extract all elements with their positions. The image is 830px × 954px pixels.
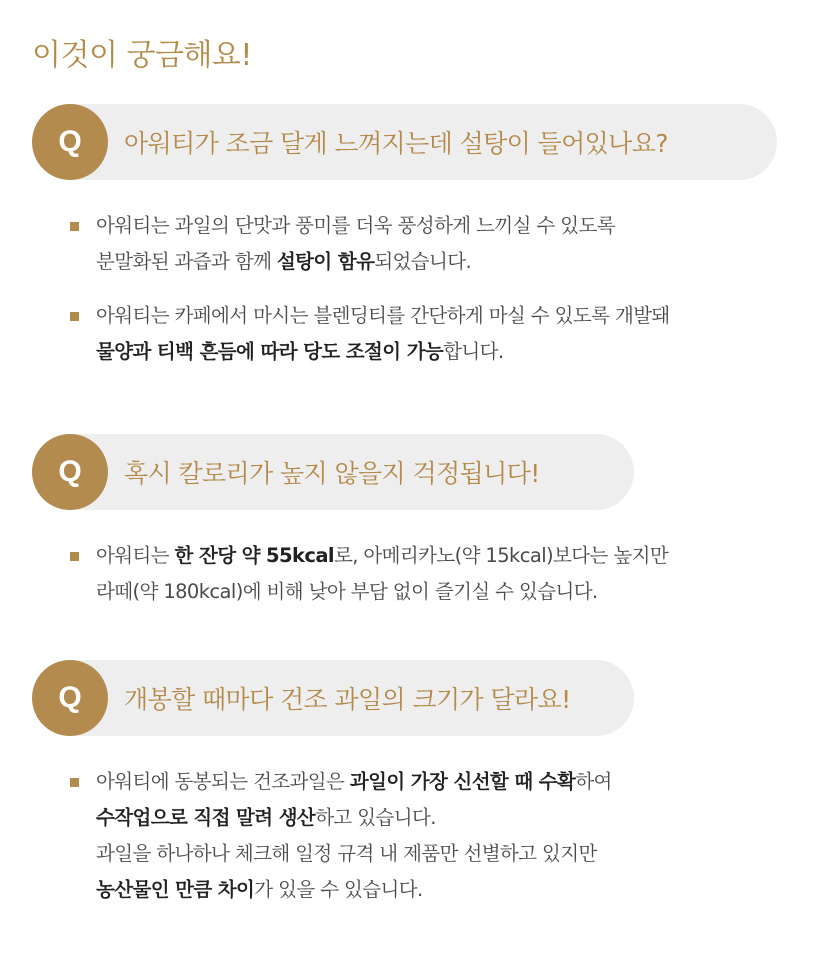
answer-text: 아워티는 카페에서 마시는 블렌딩티를 간단하게 마실 수 있도록 개발돼 xyxy=(96,304,670,327)
answer-line xyxy=(96,538,792,574)
question-bar xyxy=(32,434,634,510)
answer-text: 아워티는 xyxy=(96,544,175,567)
answer-line xyxy=(96,764,792,800)
faq-item xyxy=(32,104,792,388)
q-badge-icon: Q xyxy=(32,660,108,736)
q-badge-icon: Q xyxy=(32,434,108,510)
answer-text: 로, 아메리카노(약 15kcal)보다는 높지만 xyxy=(333,544,669,567)
answer-text: 하고 있습니다. xyxy=(315,806,436,829)
emphasis-text: 설탕이 함유 xyxy=(276,250,375,273)
answer-text: 분말화된 과즙과 함께 xyxy=(96,250,277,273)
answer-line xyxy=(96,872,792,908)
faq-item xyxy=(32,434,792,628)
emphasis-text: 농산물인 만큼 차이 xyxy=(96,878,255,901)
answer-item xyxy=(66,298,792,370)
page-title: 이것이 궁금해요! xyxy=(32,38,252,73)
answer-list xyxy=(32,208,792,370)
answer-text: 되었습니다. xyxy=(374,250,472,273)
answer-text: 라떼(약 180kcal)에 비해 낮아 부담 없이 즐기실 수 있습니다. xyxy=(96,580,598,603)
square-bullet-icon xyxy=(70,552,79,561)
answer-text: 가 있을 수 있습니다. xyxy=(254,878,423,901)
emphasis-text: 물양과 티백 흔듬에 따라 당도 조절이 가능 xyxy=(96,340,444,363)
question-text: 개봉할 때마다 건조 과일의 크기가 달라요! xyxy=(124,685,571,714)
answer-line xyxy=(96,208,792,244)
answer-item xyxy=(66,538,792,610)
answer-line xyxy=(96,298,792,334)
answer-text: 아워티는 과일의 단맛과 풍미를 더욱 풍성하게 느끼실 수 있도록 xyxy=(96,214,615,237)
answer-text: 하여 xyxy=(575,770,612,793)
question-bar xyxy=(32,660,634,736)
square-bullet-icon xyxy=(70,222,79,231)
q-badge-icon: Q xyxy=(32,104,108,180)
answer-item xyxy=(66,764,792,908)
answer-line xyxy=(96,836,792,872)
answer-line xyxy=(96,800,792,836)
emphasis-text: 한 잔당 약 55kcal xyxy=(174,544,334,567)
answer-line xyxy=(96,574,792,610)
answer-text: 과일을 하나하나 체크해 일정 규격 내 제품만 선별하고 있지만 xyxy=(96,842,597,865)
answer-list xyxy=(32,538,792,610)
emphasis-text: 과일이 가장 신선할 때 수확 xyxy=(349,770,576,793)
emphasis-text: 수작업으로 직접 말려 생산 xyxy=(96,806,316,829)
answer-line xyxy=(96,244,792,280)
question-text: 혹시 칼로리가 높지 않을지 걱정됩니다! xyxy=(124,459,540,488)
question-text: 아워티가 조금 달게 느껴지는데 설탕이 들어있나요? xyxy=(124,129,668,158)
square-bullet-icon xyxy=(70,778,79,787)
answer-line xyxy=(96,334,792,370)
answer-text: 합니다. xyxy=(443,340,504,363)
answer-text: 아워티에 동봉되는 건조과일은 xyxy=(96,770,350,793)
question-bar xyxy=(32,104,777,180)
square-bullet-icon xyxy=(70,312,79,321)
answer-list xyxy=(32,764,792,908)
faq-item xyxy=(32,660,792,926)
answer-item xyxy=(66,208,792,280)
